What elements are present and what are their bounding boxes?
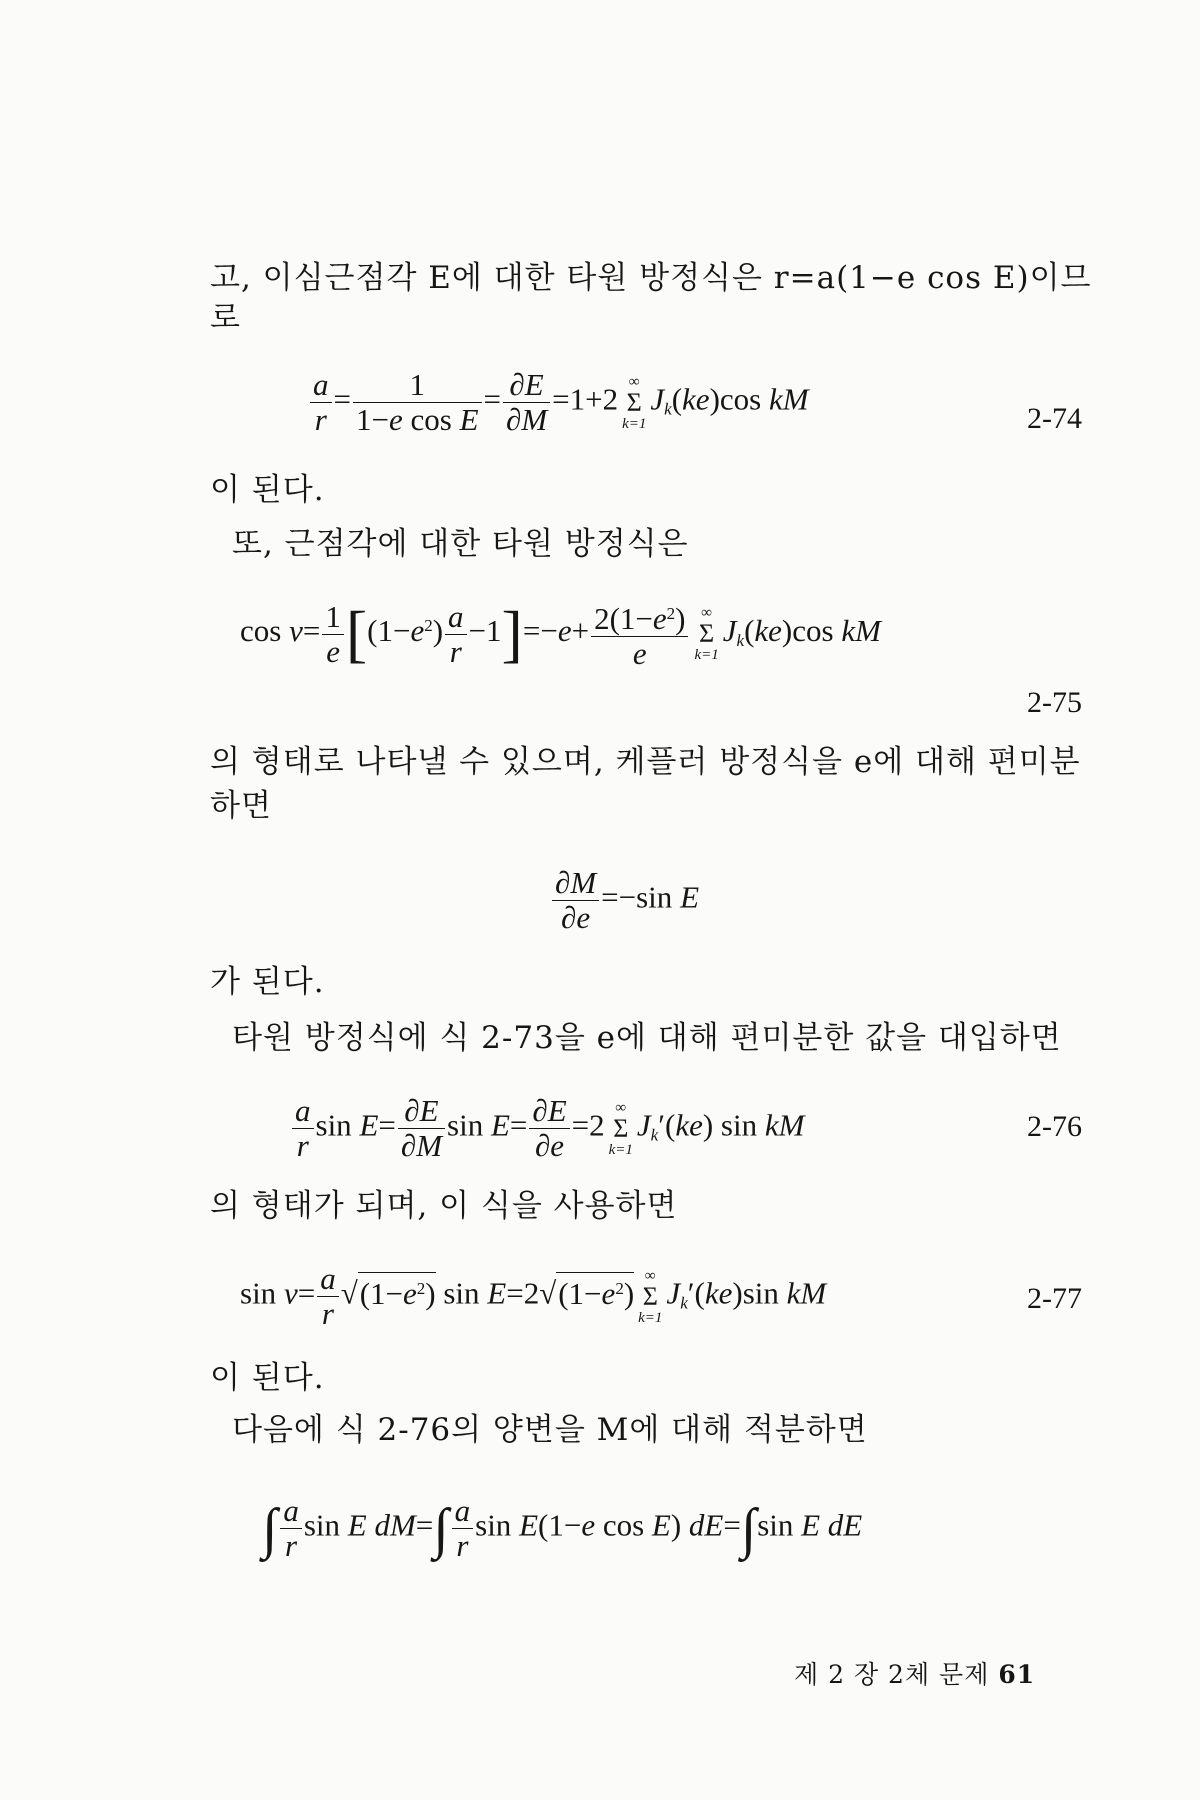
equation-number: 2-74 [1027, 402, 1082, 435]
equation-2-77: sin ν= $\frac{a}{r}$ $√(1-e^2)$ $\sin E=2√(1-e^2)$ ∞ Σ k=1 Jk′(ke)sin kM [240, 1261, 827, 1331]
paragraph-line: 의 형태가 되며, 이 식을 사용하면 [210, 1188, 678, 1224]
equation-2-76: $\frac{a}{r}$ sin E= $\frac{\partial E}{\partial M}$ sin E= $\frac{\partial E}{\partial e}$ =2 ∞ Σ k=1 Jk′(ke) sin kM [290, 1094, 804, 1163]
equation-number: 2-75 [1027, 686, 1082, 719]
equation-integral: ∫ $\frac{a}{r}$ sin E dM=∫ $\frac{a}{r}$ sin E(1−e cos E) dE=∫sin E dE [262, 1493, 863, 1563]
paragraph-line: 가 된다. [210, 964, 325, 1000]
paragraph-line: 고, 이심근점각 E에 대한 타원 방정식은 r=a(1−e cos E)이므 [210, 260, 1092, 296]
paragraph-line: 타원 방정식에 식 2-73을 e에 대해 편미분한 값을 대입하면 [232, 1020, 1062, 1056]
chapter-title: 제 2 장 2체 문제 [794, 1660, 990, 1689]
paragraph-line: 또, 근점각에 대한 타원 방정식은 [232, 526, 689, 562]
equation-number: 2-77 [1027, 1282, 1082, 1315]
equation-number: 2-76 [1027, 1110, 1082, 1143]
paragraph-line: 의 형태로 나타낼 수 있으며, 케플러 방정식을 e에 대해 편미분 [210, 744, 1081, 780]
page-number: 61 [998, 1660, 1036, 1689]
paragraph-line: 이 된다. [210, 1360, 325, 1396]
page-footer [794, 1655, 1035, 1691]
equation-2-74: $\frac{a}{r}$ = $\frac{1}{\text{1−e cos E}}$ = $\frac{\partial E}{\partial M}$ =1+2 ∞ Σ k=1 Jk(ke)cos kM [308, 368, 809, 437]
paragraph-line: 로 [210, 300, 241, 336]
paragraph-line: 하면 [210, 788, 272, 824]
paragraph-line: 다음에 식 2-76의 양변을 M에 대해 적분하면 [232, 1412, 868, 1448]
equation-2-75: cos ν= $\frac{1}{e}$ [$(1-e^2)$ $\frac{a}{r}$ −1]=−e+ $\frac{2(1-e^2)}{e}$ ∞ Σ k=1 Jk(ke)cos kM [240, 598, 881, 671]
paragraph-line: 이 된다. [210, 472, 325, 508]
equation-dM-de: $\frac{\partial M}{\partial e}$ =−sin E [550, 866, 699, 935]
